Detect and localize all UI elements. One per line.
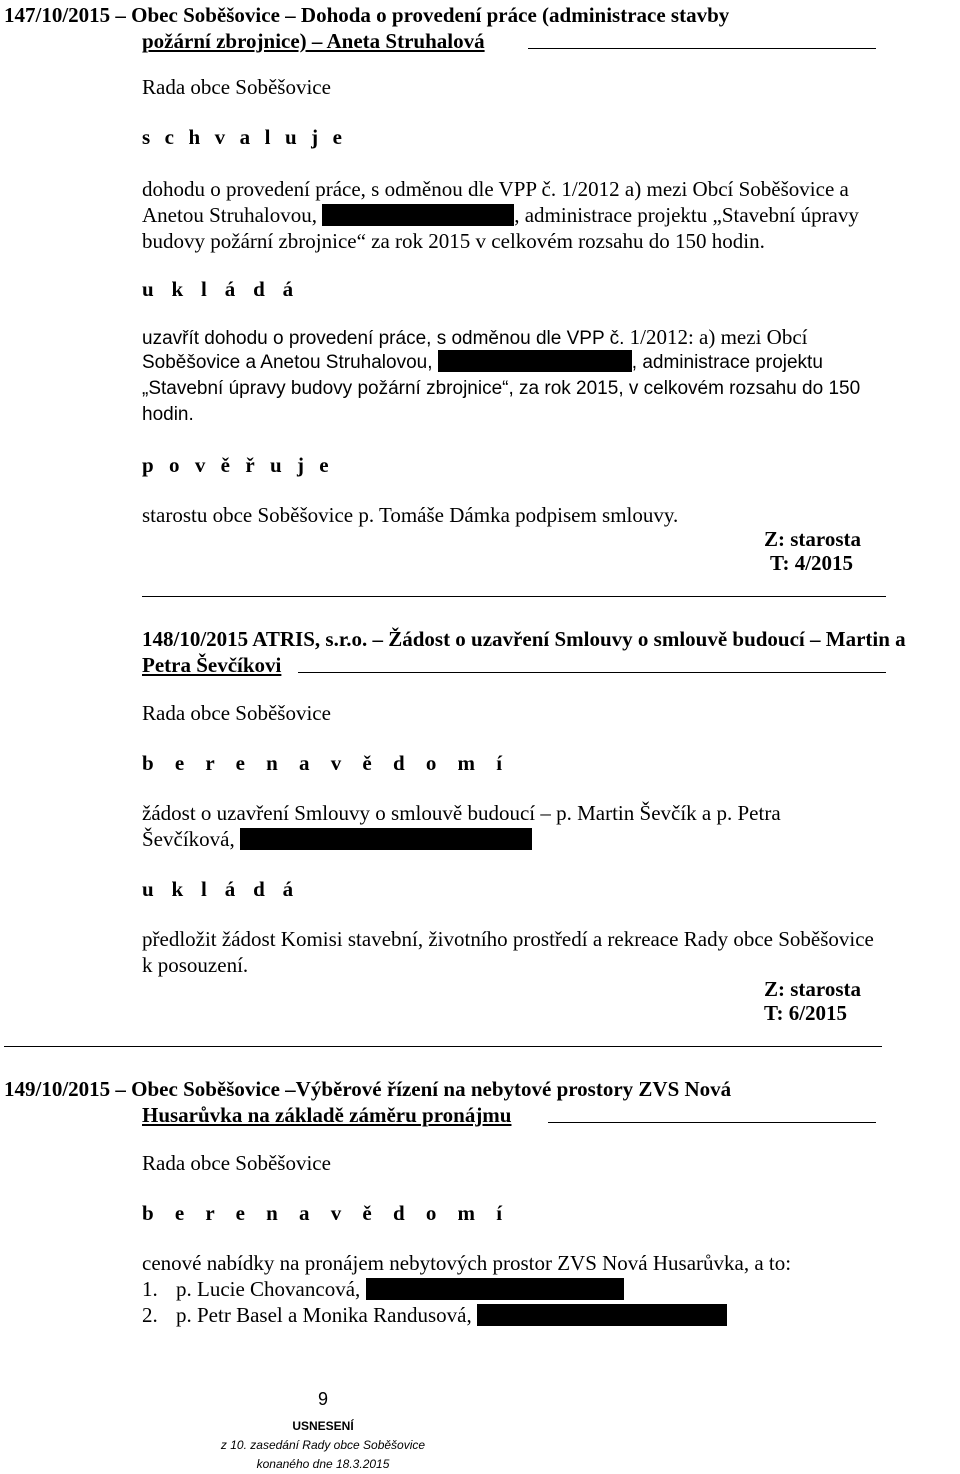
verdict-authorizes: p o v ě ř u j e [142, 453, 334, 477]
resolution-149-heading-line2: Husarůvka na základě záměru pronájmu [142, 1103, 512, 1127]
resolution-148-heading-line2: Petra Ševčíkovi [142, 653, 282, 677]
authorization-text: starostu obce Soběšovice p. Tomáše Dámka podpisem smlouvy. [142, 503, 679, 527]
offer-item: 1. p. Lucie Chovancová, [142, 1276, 624, 1302]
verdict-takes-note: b e r e n a v ě d o m í [142, 751, 511, 775]
deadline: T: 4/2015 [770, 551, 854, 575]
approval-text-line2: Anetou Struhalovou, , administrace projektu „Stavební úpravy [142, 203, 859, 227]
verdict-orders: u k l á d á [142, 877, 300, 901]
redacted-block [366, 1278, 624, 1300]
page-number: 9 [317, 1389, 328, 1409]
task-text-line2: Soběšovice a Anetou Struhalovou, , administrace projektu [142, 352, 823, 373]
note-text-line1: žádost o uzavření Smlouvy o smlouvě budoucí – p. Martin Ševčík a p. Petra [142, 801, 781, 825]
council-name: Rada obce Soběšovice [142, 1151, 331, 1175]
resolution-147-heading-line1: 147/10/2015 – Obec Soběšovice – Dohoda o provedení práce (administrace stavby [4, 3, 730, 27]
task-text-line4: hodin. [142, 404, 194, 425]
section-divider [142, 596, 886, 597]
offer-item: 2. p. Petr Basel a Monika Randusová, [142, 1302, 727, 1328]
approval-text-line3: budovy požární zbrojnice“ za rok 2015 v celkovém rozsahu do 150 hodin. [142, 229, 765, 253]
approval-text-line1: dohodu o provedení práce, s odměnou dle VPP č. 1/2012 a) mezi Obcí Soběšovice a [142, 177, 849, 201]
resolution-147-heading-line2: požární zbrojnice) – Aneta Struhalová [142, 29, 485, 53]
task-text-line1: uzavřít dohodu o provedení práce, s odměnou dle VPP č. 1/2012: a) mezi Obcí [142, 325, 808, 349]
offers-intro: cenové nabídky na pronájem nebytových prostor ZVS Nová Husarůvka, a to: [142, 1251, 792, 1275]
redacted-block [438, 350, 632, 372]
verdict-takes-note: b e r e n a v ě d o m í [142, 1201, 511, 1225]
footer-date: konaného dne 18.3.2015 [256, 1457, 390, 1471]
verdict-orders: u k l á d á [142, 277, 300, 301]
heading-underline-fill [528, 48, 876, 49]
task-text-line2: k posouzení. [142, 953, 249, 977]
verdict-approves: s c h v a l u j e [142, 125, 347, 149]
section-divider [4, 1046, 882, 1047]
footer-title: USNESENÍ [292, 1419, 354, 1433]
responsible-person: Z: starosta [764, 527, 862, 551]
redacted-block [240, 828, 532, 850]
note-text-line2: Ševčíková, [142, 826, 532, 852]
heading-underline-fill [298, 672, 886, 673]
heading-underline-fill [548, 1122, 876, 1123]
task-text-line3: „Stavební úpravy budovy požární zbrojnice“, za rok 2015, v celkovém rozsahu do 150 [142, 378, 861, 399]
footer-meeting: z 10. zasedání Rady obce Soběšovice [220, 1438, 426, 1452]
deadline: T: 6/2015 [764, 1001, 848, 1025]
redacted-block [477, 1304, 727, 1326]
task-text-line1: předložit žádost Komisi stavební, životního prostředí a rekreace Rady obce Soběšovice [142, 927, 874, 951]
resolution-148-heading-line1: 148/10/2015 ATRIS, s.r.o. – Žádost o uzavření Smlouvy o smlouvě budoucí – Martin a [142, 627, 906, 651]
council-name: Rada obce Soběšovice [142, 701, 331, 725]
council-name: Rada obce Soběšovice [142, 75, 331, 99]
resolution-149-heading-line1: 149/10/2015 – Obec Soběšovice –Výběrové řízení na nebytové prostory ZVS Nová [4, 1077, 732, 1101]
redacted-block [322, 204, 514, 226]
responsible-person: Z: starosta [764, 977, 862, 1001]
